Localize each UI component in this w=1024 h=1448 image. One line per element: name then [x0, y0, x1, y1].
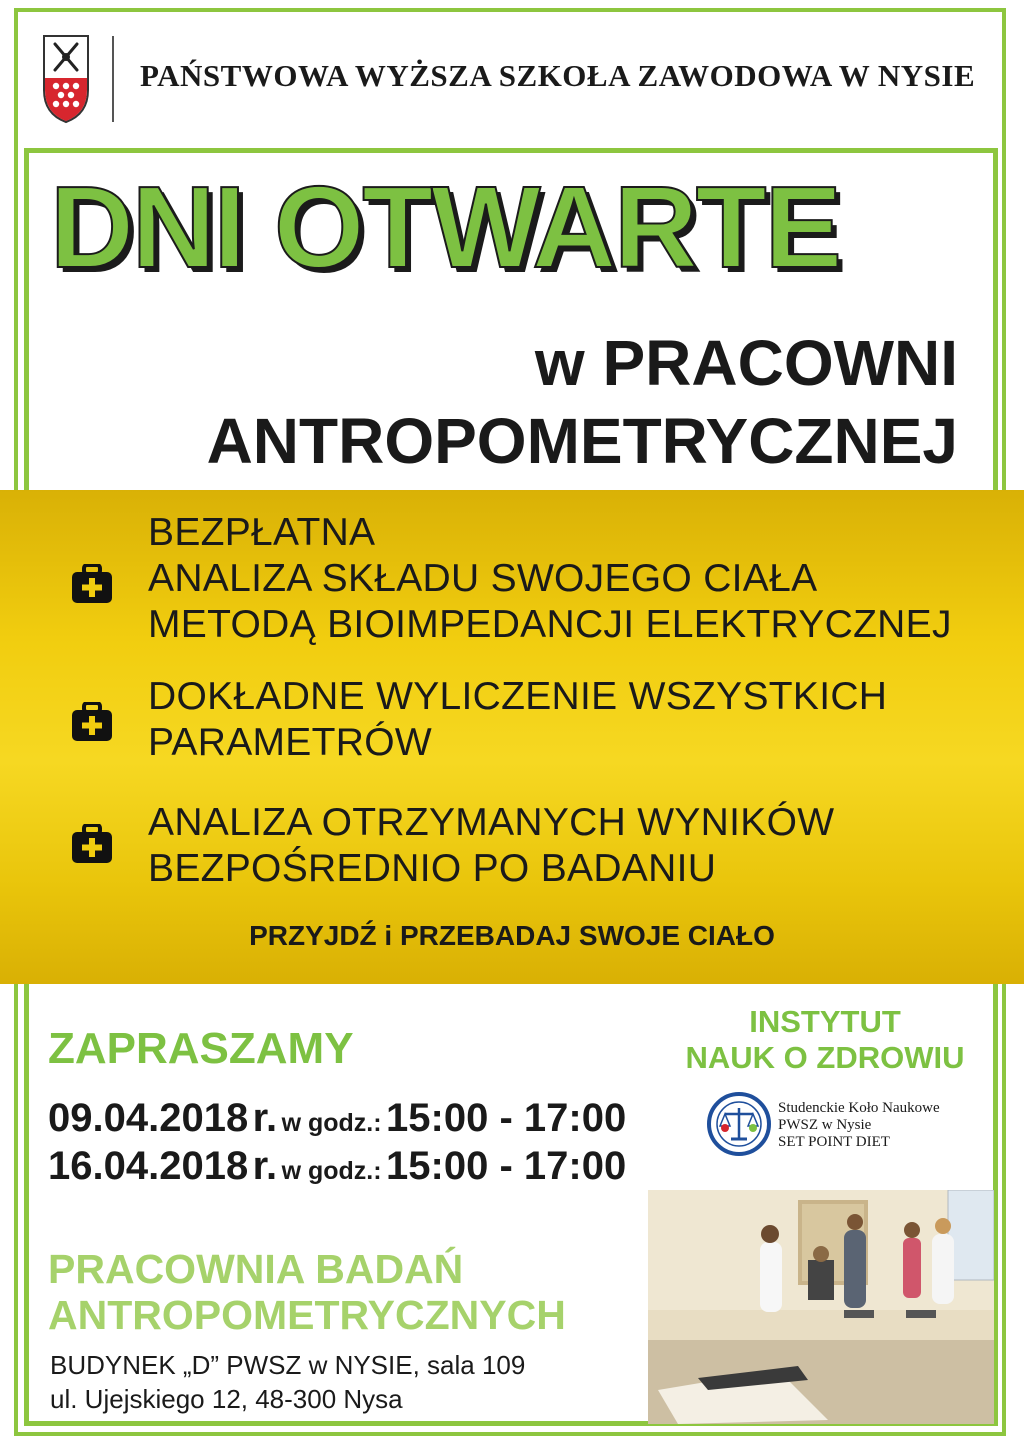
bullet-2-line-2: PARAMETRÓW: [148, 721, 432, 764]
date-row-1: [48, 1096, 626, 1141]
club-line-2: PWSZ w Nysie: [778, 1117, 872, 1133]
subtitle-line-2: ANTROPOMETRYCZNEJ: [206, 405, 958, 477]
club-line-3: SET POINT DIET: [778, 1134, 890, 1150]
scales-logo-icon: [707, 1092, 771, 1156]
bullet-1-line-1: BEZPŁATNA: [148, 511, 376, 554]
bullet-2: [148, 674, 1008, 766]
date-1-time: 15:00 - 17:00: [386, 1096, 627, 1140]
first-aid-kit-icon: [70, 702, 114, 742]
subtitle-line-1: w PRACOWNI: [534, 327, 958, 399]
date-1: 09.04.2018: [48, 1096, 249, 1140]
bullet-1-line-2: ANALIZA SKŁADU SWOJEGO CIAŁA: [148, 557, 818, 600]
bullet-3-line-1: ANALIZA OTRZYMANYCH WYNIKÓW: [148, 801, 835, 844]
institute-name: [660, 1004, 990, 1076]
institute-line-2: NAUK O ZDROWIU: [685, 1040, 965, 1075]
first-aid-kit-icon: [70, 824, 114, 864]
date-2-r: r.: [252, 1144, 278, 1188]
lab-name-line-2: ANTROPOMETRYCZNYCH: [48, 1292, 566, 1338]
club-line-1: Studenckie Koło Naukowe: [778, 1100, 940, 1116]
invite-heading: ZAPRASZAMY: [48, 1024, 354, 1073]
bullet-3: [148, 800, 1008, 892]
date-2-label: w godz.:: [281, 1157, 382, 1185]
date-2: 16.04.2018: [48, 1144, 249, 1188]
club-description: [778, 1100, 988, 1151]
lab-photo: [648, 1190, 994, 1424]
date-1-r: r.: [252, 1096, 278, 1140]
first-aid-kit-icon: [70, 564, 114, 604]
page-title: DNI OTWARTE: [50, 162, 840, 292]
date-2-time: 15:00 - 17:00: [386, 1144, 627, 1188]
bullet-3-line-2: BEZPOŚREDNIO PO BADANIU: [148, 847, 717, 890]
institute-line-1: INSTYTUT: [749, 1004, 901, 1039]
header-divider: [112, 36, 114, 122]
date-row-2: [48, 1144, 626, 1189]
school-name: PAŃSTWOWA WYŻSZA SZKOŁA ZAWODOWA W NYSIE: [140, 58, 976, 93]
bullet-1: [148, 510, 1008, 648]
university-crest-icon: [42, 34, 90, 124]
bullet-1-line-3: METODĄ BIOIMPEDANCJI ELEKTRYCZNEJ: [148, 603, 952, 646]
call-to-action: PRZYJDŹ i PRZEBADAJ SWOJE CIAŁO: [249, 920, 775, 951]
date-1-label: w godz.:: [281, 1109, 382, 1137]
address-line-2: ul. Ujejskiego 12, 48-300 Nysa: [50, 1384, 403, 1414]
bullet-2-line-1: DOKŁADNE WYLICZENIE WSZYSTKICH: [148, 675, 888, 718]
address-line-1: BUDYNEK „D” PWSZ w NYSIE, sala 109: [50, 1350, 526, 1380]
lab-name-line-1: PRACOWNIA BADAŃ: [48, 1246, 464, 1292]
